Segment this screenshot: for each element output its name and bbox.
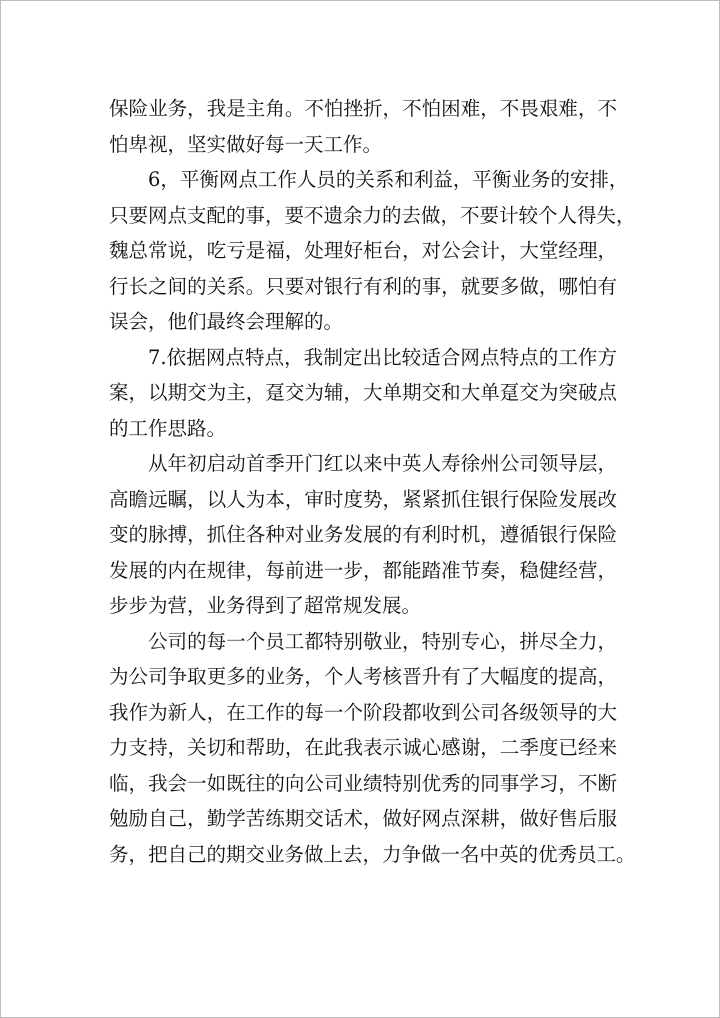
text-line: 力支持，关切和帮助，在此我表示诚心感谢，二季度已经来 [109,736,617,759]
text-line: 魏总常说，吃亏是福，处理好柜台，对公会计，大堂经理， [109,239,617,262]
text-line: 案，以期交为主，趸交为辅，大单期交和大单趸交为突破点 [109,381,617,404]
text-line: 变的脉搏，抓住各种对业务发展的有利时机，遵循银行保险 [109,523,617,546]
paragraph-4 [109,446,617,624]
text-line: 从年初启动首季开门红以来中英人寿徐州公司领导层， [148,452,617,475]
text-line: 只要网点支配的事，要不遗余力的去做，不要计较个人得失， [109,203,636,227]
text-line: 行长之间的关系。只要对银行有利的事，就要多做，哪怕有 [109,274,617,298]
paragraph-5 [109,624,636,873]
text-line: 为公司争取更多的业务，个人考核晋升有了大幅度的提高， [109,665,617,688]
text-line: 我作为新人，在工作的每一个阶段都收到公司各级领导的大 [109,700,617,724]
text-line: 误会，他们最终会理解的。 [109,310,344,333]
text-line: 怕卑视，坚实做好每一天工作。 [109,132,383,156]
text-line: 7.依据网点特点，我制定出比较适合网点特点的工作方 [148,345,617,369]
text-line: 务，把自己的期交业务做上去，力争做一名中英的优秀员工。 [109,842,636,866]
document-body [109,91,636,872]
text-line: 高瞻远瞩，以人为本，审时度势，紧紧抓住银行保险发展改 [109,487,617,511]
text-line: 保险业务，我是主角。不怕挫折，不怕困难，不畏艰难，不 [109,97,617,120]
text-line: 临，我会一如既往的向公司业绩特别优秀的同事学习，不断 [109,771,617,795]
paragraph-1 [109,91,617,162]
paragraph-2 [109,162,636,340]
paragraph-3 [109,340,617,447]
text-line: 6，平衡网点工作人员的关系和利益，平衡业务的安排， [148,168,629,191]
text-line: 的工作思路。 [109,416,227,440]
text-line: 发展的内在规律，每前进一步，都能踏准节奏，稳健经营， [109,558,617,582]
text-line: 公司的每一个员工都特别敬业，特别专心，拼尽全力， [148,629,617,653]
text-line: 步步为营，业务得到了超常规发展。 [109,594,422,617]
text-line: 勉励自己，勤学苦练期交话术，做好网点深耕，做好售后服 [109,807,617,830]
